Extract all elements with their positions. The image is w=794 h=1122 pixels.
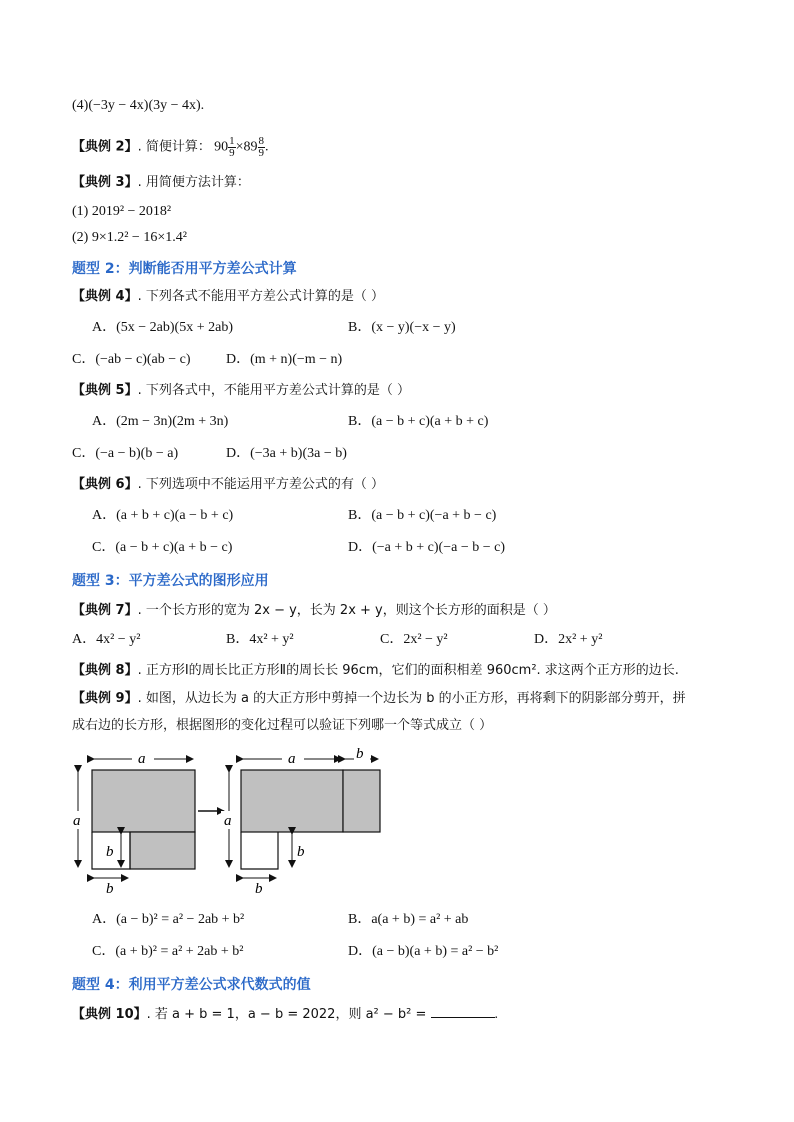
example-5	[72, 380, 410, 401]
example-5-option-a[interactable]: A．(2m − 3n)(2m + 3n)	[92, 414, 229, 429]
example-2-whole: 90	[214, 139, 229, 155]
big-square-shaded-top	[92, 770, 195, 832]
example-5-option-c[interactable]: C．(−a − b)(b − a)	[72, 446, 179, 461]
example-9-line-2: 成右边的长方形，根据图形的变化过程可以验证下列哪一个等式成立（ ）	[72, 718, 493, 733]
example-6-option-d[interactable]: D．(−a + b + c)(−a − b − c)	[348, 540, 505, 555]
example-3-part-2: (2) 9×1.2² − 16×1.4²	[72, 230, 187, 245]
example-4-option-d[interactable]: D．(m + n)(−m − n)	[226, 352, 343, 367]
example-2-times: ×89	[235, 139, 258, 155]
example-9-line-1: . 如图，从边长为 a 的大正方形中剪掉一个边长为 b 的小正方形，再将剩下的阴影部分剪开，拼	[137, 691, 686, 706]
square-rectangle-figure	[66, 745, 406, 895]
example-2-fraction-1: $\frac{1}{9}$	[229, 135, 235, 159]
example-6	[72, 474, 384, 495]
example-10-tag: 【典例 10】	[72, 1007, 147, 1022]
example-6-text: . 下列选项中不能运用平方差公式的有（ ）	[137, 477, 384, 492]
example-4-option-c[interactable]: C．(−ab − c)(ab − c)	[72, 352, 191, 367]
example-9	[72, 688, 686, 709]
left-label-b-side: b	[106, 844, 114, 860]
example-7	[72, 600, 556, 621]
right-cut-outline	[241, 832, 278, 869]
example-6-option-b[interactable]: B．(a − b + c)(−a + b − c)	[348, 508, 497, 523]
example-7-text: . 一个长方形的宽为 2x − y，长为 2x + y，则这个长方形的面积是（ ）	[137, 603, 556, 618]
example-8	[72, 660, 679, 681]
example-2-end: .	[265, 139, 269, 155]
left-label-a-top: a	[138, 751, 146, 767]
example-5-option-d[interactable]: D．(−3a + b)(3a − b)	[226, 446, 347, 461]
example-7-option-d[interactable]: D．2x² + y²	[534, 632, 603, 647]
example-9-option-c[interactable]: C．(a + b)² = a² + 2ab + b²	[92, 944, 244, 959]
example-4-tag: 【典例 4】	[72, 289, 138, 304]
left-label-a-side: a	[73, 813, 81, 829]
big-square-shaded-bottom	[130, 832, 195, 869]
example-3-text: . 用简便方法计算：	[137, 175, 250, 190]
right-label-a-top: a	[288, 751, 296, 767]
left-label-b-bottom: b	[106, 881, 114, 895]
example-6-tag: 【典例 6】	[72, 477, 138, 492]
example-8-text: . 正方形Ⅰ的周长比正方形Ⅱ的周长长 96cm，它们的面积相差 960cm². 求这两个正方形的边长.	[137, 663, 679, 678]
example-7-option-c[interactable]: C．2x² − y²	[380, 632, 448, 647]
example-4-option-b[interactable]: B．(x − y)(−x − y)	[348, 320, 456, 335]
right-label-b-top: b	[356, 746, 364, 762]
example-4	[72, 286, 384, 307]
example-2-fraction-2: $\frac{8}{9}$	[258, 135, 264, 159]
example-2-text: . 简便计算：	[137, 139, 211, 155]
example-2-tag: 【典例 2】	[72, 139, 138, 155]
example-9-option-b[interactable]: B．a(a + b) = a² + ab	[348, 912, 469, 927]
example-7-option-b[interactable]: B．4x² + y²	[226, 632, 294, 647]
question-4: (4)(−3y − 4x)(3y − 4x).	[72, 98, 205, 113]
example-10-text: . 若 a + b = 1，a − b = 2022，则 a² − b² =	[146, 1007, 431, 1022]
example-5-option-b[interactable]: B．(a − b + c)(a + b + c)	[348, 414, 489, 429]
section-4-title: 题型 4：利用平方差公式求代数式的值	[72, 977, 311, 993]
example-9-option-d[interactable]: D．(a − b)(a + b) = a² − b²	[348, 944, 499, 959]
example-4-text: . 下列各式不能用平方差公式计算的是（ ）	[137, 289, 384, 304]
example-3	[72, 172, 250, 193]
section-3-title: 题型 3：平方差公式的图形应用	[72, 573, 269, 589]
example-4-option-a[interactable]: A．(5x − 2ab)(5x + 2ab)	[92, 320, 233, 335]
example-9-option-a[interactable]: A．(a − b)² = a² − 2ab + b²	[92, 912, 245, 927]
example-7-tag: 【典例 7】	[72, 603, 138, 618]
example-3-tag: 【典例 3】	[72, 175, 138, 190]
example-7-option-a[interactable]: A．4x² − y²	[72, 632, 141, 647]
right-label-b-side: b	[297, 844, 305, 860]
right-label-a-side: a	[224, 813, 232, 829]
example-6-option-a[interactable]: A．(a + b + c)(a − b + c)	[92, 508, 234, 523]
section-2-title: 题型 2：判断能否用平方差公式计算	[72, 261, 297, 277]
answer-blank[interactable]	[431, 1005, 495, 1018]
example-3-part-1: (1) 2019² − 2018²	[72, 204, 172, 219]
example-10	[72, 1004, 498, 1025]
example-10-end: .	[494, 1007, 499, 1022]
example-5-tag: 【典例 5】	[72, 383, 138, 398]
rearranged-rectangle-left	[241, 770, 343, 832]
right-label-b-bottom: b	[255, 881, 263, 895]
example-5-text: . 下列各式中，不能用平方差公式计算的是（ ）	[137, 383, 410, 398]
example-6-option-c[interactable]: C．(a − b + c)(a + b − c)	[92, 540, 233, 555]
example-9-tag: 【典例 9】	[72, 691, 138, 706]
example-2	[72, 136, 269, 159]
rearranged-rectangle-right	[343, 770, 380, 832]
example-8-tag: 【典例 8】	[72, 663, 138, 678]
